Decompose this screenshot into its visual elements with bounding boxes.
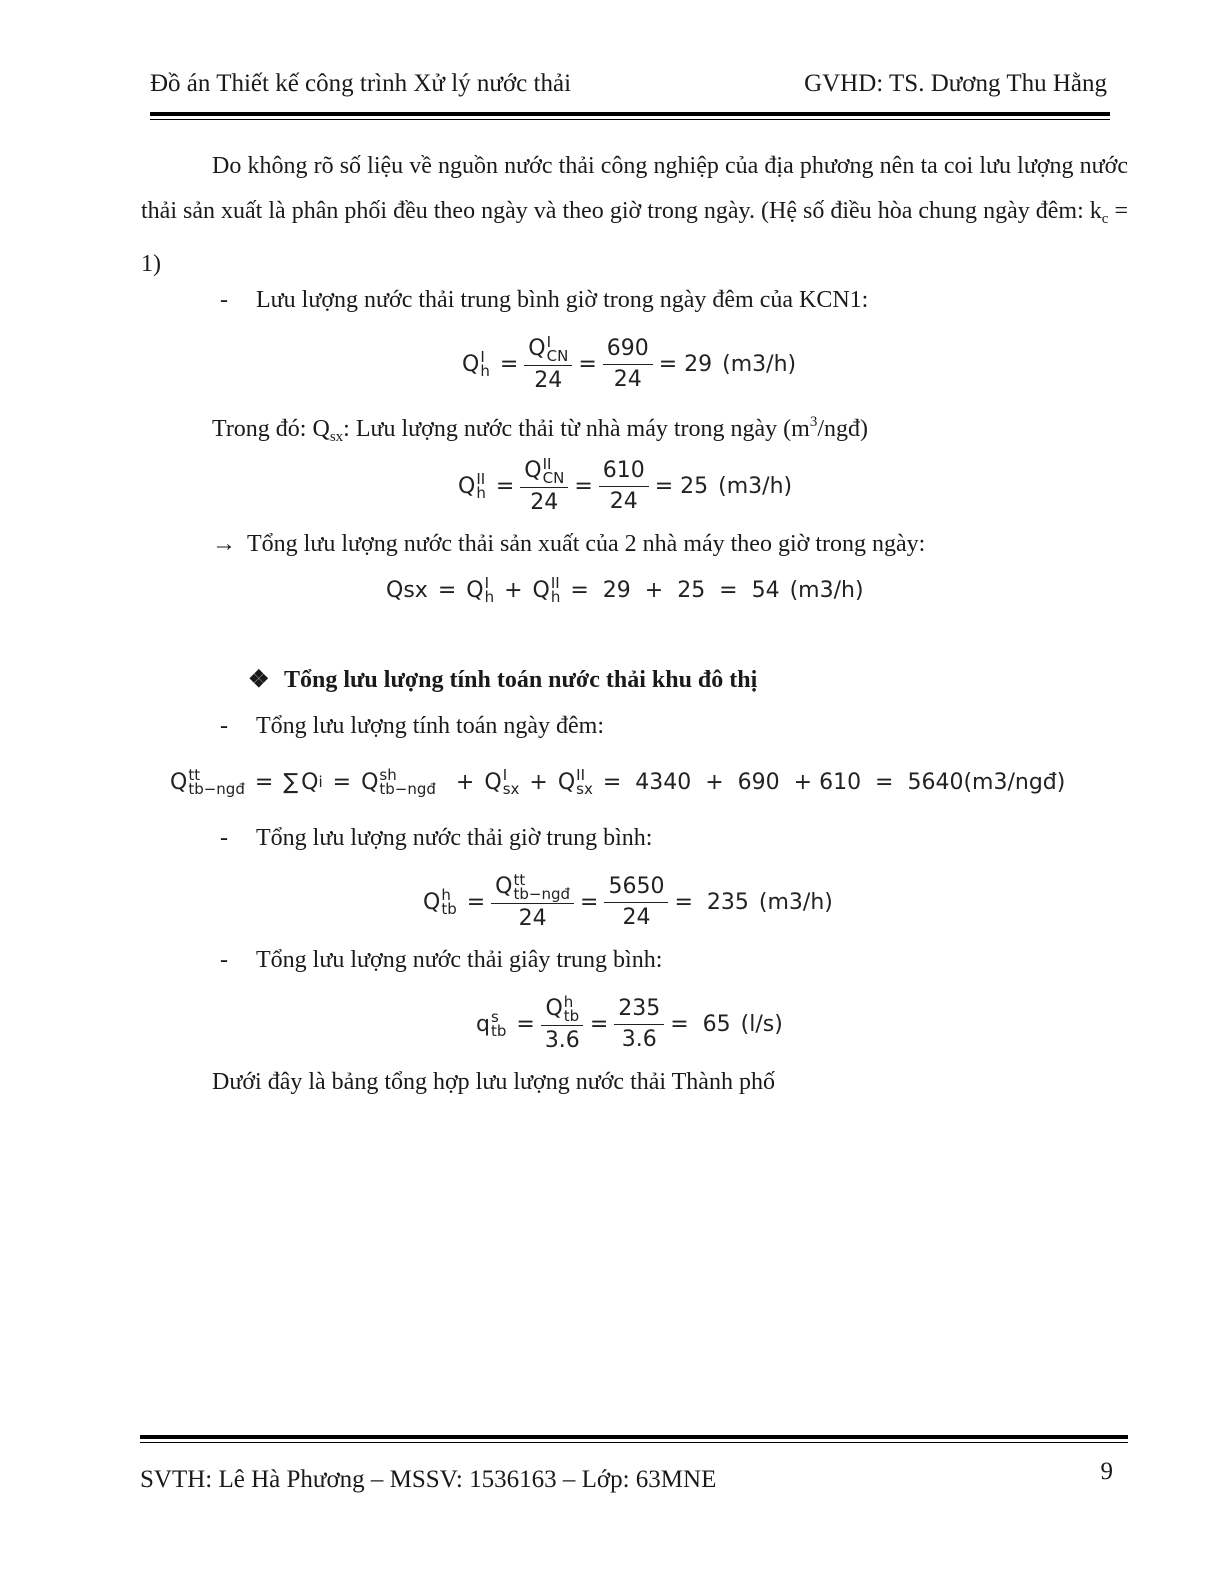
bullet-text-2: Tổng lưu lượng tính toán ngày đêm: xyxy=(256,713,604,739)
bullet-dash: - xyxy=(220,287,228,313)
footer-rule-thin xyxy=(140,1442,1128,1443)
footer-student-info: SVTH: Lê Hà Phương – MSSV: 1536163 – Lớp: 63MNE xyxy=(140,1466,717,1493)
section-bullet-icon: ❖ xyxy=(248,667,270,693)
bullet-text-3: Tổng lưu lượng nước thải giờ trung bình: xyxy=(256,825,653,851)
equation-qsx: Qsx = Q I h + Q II h = 29 + 25 = 54 (m3/h) xyxy=(386,574,864,606)
bullet-dash: - xyxy=(220,713,228,739)
equation-total-daily: Q tt tb−ngđ = ∑ Q i = Q sh tb−ngđ + Q I sx + Q II sx = 4340 + 690 + 610 = 5640 (m3/ngđ) xyxy=(170,766,1066,798)
equation-qtb-second: q s tb = Q h tb 3.6 = $\frac{235}{3.6}$ = 65 (l/s) xyxy=(476,992,783,1053)
header-advisor: GVHD: TS. Dương Thu Hằng xyxy=(804,70,1107,97)
arrow-text: Tổng lưu lượng nước thải sản xuất của 2 nhà máy theo giờ trong ngày: xyxy=(247,531,926,557)
variable-definition: Trong đó: $Q_{sx}$: Lưu lượng nước thải từ nhà máy trong ngày $(m^3/ngđ)$ xyxy=(212,414,868,445)
header-rule-thick xyxy=(150,112,1110,116)
bullet-text-1: Lưu lượng nước thải trung bình giờ trong ngày đêm của KCN1: xyxy=(256,287,869,313)
section-title: Tổng lưu lượng tính toán nước thải khu đô thị xyxy=(284,667,758,693)
intro-paragraph: Do không rõ số liệu về nguồn nước thải công nghiệp của địa phương nên ta coi lưu lượng nước thải sản xuất là phân phối đều theo ngày và theo giờ trong ngày. (Hệ số điều hòa chung ngày đêm: $k_c = 1$) xyxy=(141,153,1128,277)
equation-qtb-hour: Q h tb = Q tt tb−ngđ 24 = $\frac{5650}{24}$ = 235 (m3/h) xyxy=(423,870,833,931)
bullet-text-4: Tổng lưu lượng nước thải giây trung bình: xyxy=(256,947,663,973)
bullet-dash: - xyxy=(220,825,228,851)
footer-rule-thick xyxy=(140,1435,1128,1439)
page-number: 9 xyxy=(1100,1458,1113,1485)
header-rule-thin xyxy=(150,119,1110,120)
equation-qh-2: Q II h = Q II CN 24 = $\frac{610}{24}$ = 25 (m3/h) xyxy=(458,454,793,515)
arrow-icon: → xyxy=(212,531,236,557)
equation-qh-1: Q I h = Q I CN 24 = $\frac{690}{24}$ = 29 (m3/h) xyxy=(462,332,797,393)
header-title: Đồ án Thiết kế công trình Xử lý nước thải xyxy=(150,70,572,97)
closing-sentence: Dưới đây là bảng tổng hợp lưu lượng nước thải Thành phố xyxy=(212,1069,775,1095)
bullet-dash: - xyxy=(220,947,228,973)
